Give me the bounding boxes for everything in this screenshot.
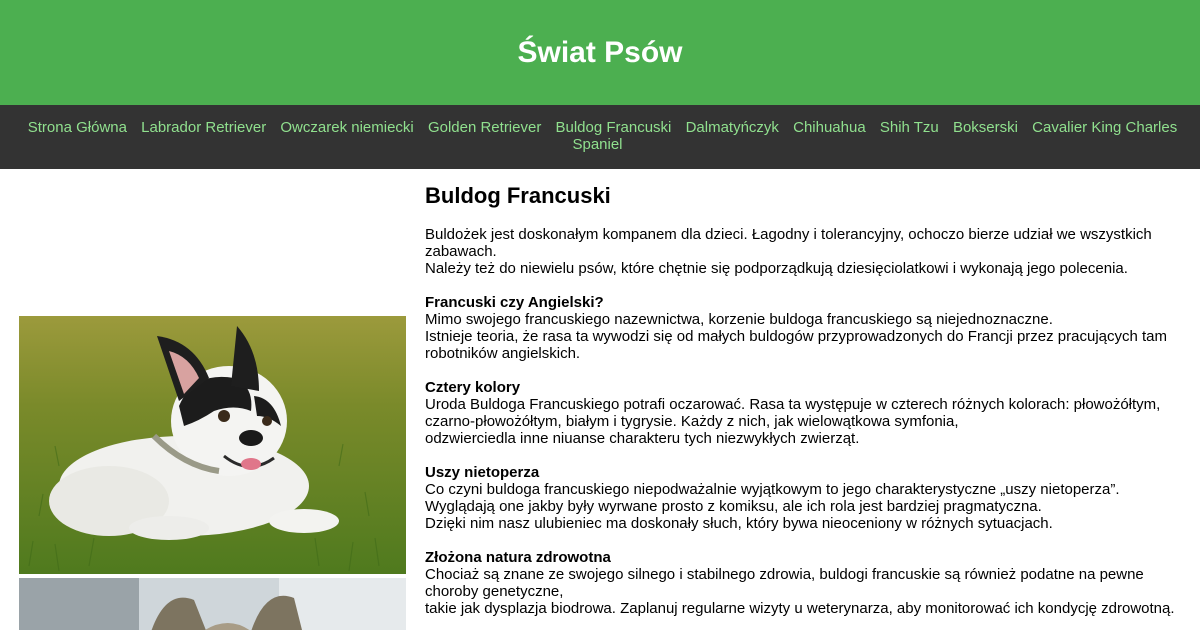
section-text: odzwierciedla inne niuanse charakteru tych niezwykłych zwierząt. (425, 430, 860, 447)
nav-link-shih-tzu[interactable]: Shih Tzu (879, 119, 939, 136)
section-text: Chociaż są znane ze swojego silnego i stabilnego zdrowia, buldogi francuskie są również podatne na pewne choroby genetyczne, (425, 566, 1144, 600)
section-text: Istnieje teoria, że rasa ta wywodzi się od małych buldogów przyprowadzonych do Francji przez pracujących tam robotników angielskich. (425, 328, 1168, 362)
intro-paragraph: Buldożek jest doskonałym kompanem dla dzieci. Łagodny i tolerancyjny, ochoczo bierze udział we wszystkich zabawach. (425, 226, 1152, 260)
section-health (425, 549, 1180, 617)
breed-article (425, 169, 1200, 630)
french-bulldog-photo (19, 316, 406, 574)
nav-link-french-bulldog[interactable]: Buldog Francuski (555, 119, 672, 136)
section-origin (425, 294, 1180, 362)
section-colors (425, 379, 1180, 447)
section-text: takie jak dysplazja biodrowa. Zaplanuj regularne wizyty u weterynarza, aby monitorować ich kondycję zdrowotną. (425, 600, 1175, 617)
nav-link-dalmatian[interactable]: Dalmatyńczyk (685, 119, 779, 136)
section-ears (425, 464, 1180, 532)
intro-section (425, 226, 1180, 277)
main-nav (0, 105, 1200, 169)
nav-link-labrador[interactable]: Labrador Retriever (141, 119, 267, 136)
intro-paragraph: Należy też do niewielu psów, które chętnie się podporządkują dziesięciolatkowi i wykonają jego polecenia. (425, 260, 1128, 277)
section-text: Uroda Buldoga Francuskiego potrafi oczarować. Rasa ta występuje w czterech różnych kolorach: płowożółtym, czarno-płowożółtym, białym i tygrysie. Każdy z nich, jak wielowątkowa symfonia, (425, 396, 1161, 430)
section-heading: Złożona natura zdrowotna (425, 549, 611, 566)
article-title: Buldog Francuski (425, 183, 611, 208)
site-header (0, 0, 1200, 105)
nav-link-german-shepherd[interactable]: Owczarek niemiecki (280, 119, 414, 136)
nav-link-boxer[interactable]: Bokserski (952, 119, 1018, 136)
section-heading: Francuski czy Angielski? (425, 294, 604, 311)
main-content (0, 169, 1200, 630)
section-text: Co czyni buldoga francuskiego niepodważalnie wyjątkowym to jego charakterystyczne „uszy nietoperza”. (425, 481, 1120, 498)
image-column (0, 169, 425, 630)
section-text: Wyglądają one jakby były wyrwane prosto z komiksu, ale ich rola jest bardziej pragmatyczna. (425, 498, 1042, 515)
nav-link-cavalier[interactable]: Cavalier King Charles Spaniel (572, 119, 1178, 153)
nav-link-home[interactable]: Strona Główna (27, 119, 127, 136)
section-heading: Cztery kolory (425, 379, 521, 396)
nav-link-golden-retriever[interactable]: Golden Retriever (427, 119, 542, 136)
section-text: Mimo swojego francuskiego nazewnictwa, korzenie buldoga francuskiego są niejednoznaczne. (425, 311, 1053, 328)
section-heading: Uszy nietoperza (425, 464, 540, 481)
nav-link-chihuahua[interactable]: Chihuahua (793, 119, 866, 136)
section-text: Dzięki nim nasz ulubieniec ma doskonały słuch, który bywa nieoceniony w różnych sytuacjach. (425, 515, 1053, 532)
second-dog-photo (19, 578, 406, 630)
site-title: Świat Psów (517, 35, 683, 69)
